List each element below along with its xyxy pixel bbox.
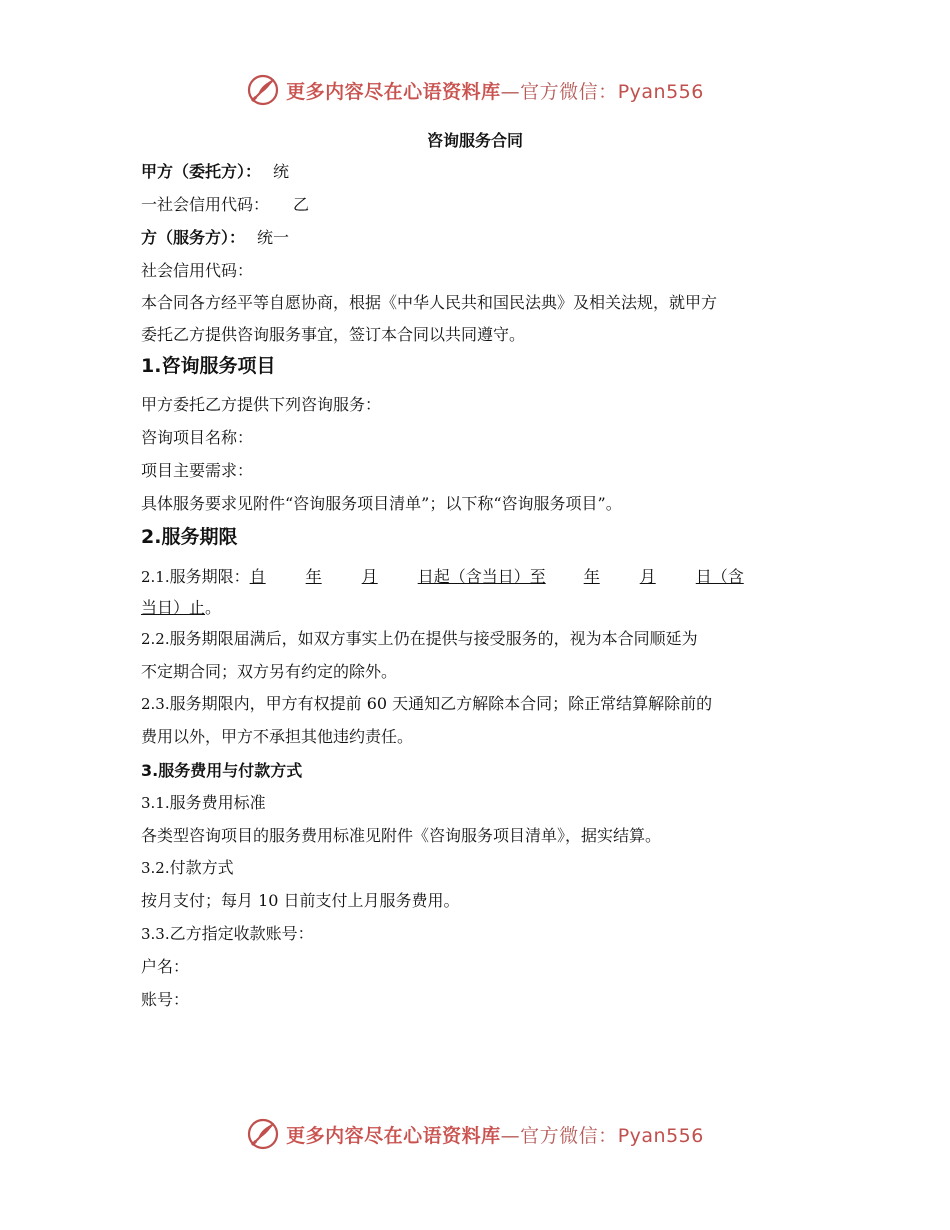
- clause-3-1-body: 各类型咨询项目的服务费用标准见附件《咨询服务项目清单》，据实结算。: [141, 826, 662, 845]
- period-month-2: 月: [639, 567, 656, 586]
- section-2-heading: 2.服务期限: [141, 526, 238, 548]
- clause-3-1-title: 服务费用标准: [169, 793, 266, 812]
- period-day-1: 日起（含当日）至: [417, 567, 546, 586]
- party-b-line: [141, 228, 289, 248]
- intro-line-2: 委托乙方提供咨询服务事宜，签订本合同以共同遵守。: [141, 325, 526, 344]
- credit-code-line-1: [141, 195, 309, 215]
- period-year-2: 年: [583, 567, 600, 586]
- watermark-banner-bottom: [0, 1114, 950, 1154]
- clause-2-2-text: 服务期限届满后，如双方事实上仍在提供与接受服务的，视为本合同顺延为: [169, 629, 698, 648]
- period-from: 自: [249, 567, 266, 586]
- watermark-text: 更多内容尽在心语资料库: [286, 80, 501, 103]
- clause-3-3-line: [141, 924, 314, 944]
- quill-logo-icon: [246, 1117, 280, 1151]
- party-a-line: [141, 162, 289, 182]
- period-month-1: 月: [361, 567, 378, 586]
- clause-2-1-line-2: [141, 598, 221, 618]
- clause-3-1-number: 3.1.: [141, 794, 170, 812]
- section-1-line-1: 甲方委托乙方提供下列咨询服务：: [141, 395, 382, 414]
- clause-2-1-number: 2.1.: [141, 568, 170, 586]
- section-1-line-4: 具体服务要求见附件“咨询服务项目清单”；以下称“咨询服务项目”。: [141, 494, 622, 513]
- period-end-text: 当日）止: [141, 598, 206, 617]
- watermark-dash: —: [500, 1124, 521, 1147]
- party-b-label: 方（服务方）：: [141, 228, 246, 247]
- clause-3-3-title: 乙方指定收款账号：: [169, 924, 314, 943]
- clause-2-3-text: 服务期限内，甲方有权提前 60 天通知乙方解除本合同；除正常结算解除前的: [169, 694, 713, 713]
- watermark-wechat-label: 官方微信：: [520, 1124, 618, 1147]
- watermark-wechat-id: Pyan556: [617, 80, 704, 103]
- clause-2-3-line-1: [141, 694, 712, 714]
- account-name-line: 户名：: [141, 957, 190, 976]
- clause-3-2-number: 3.2.: [141, 859, 170, 877]
- period-year-1: 年: [305, 567, 322, 586]
- clause-2-2-line-2: 不定期合同；双方另有约定的除外。: [141, 662, 398, 681]
- clause-2-2-line-1: [141, 629, 698, 649]
- intro-line-1: 本合同各方经平等自愿协商，根据《中华人民共和国民法典》及相关法规，就甲方: [141, 293, 718, 312]
- watermark-wechat-id: Pyan556: [617, 1124, 704, 1147]
- clause-3-2-line: [141, 858, 234, 878]
- party-a-tail: 统: [273, 162, 290, 181]
- document-title: 咨询服务合同: [426, 131, 523, 150]
- credit-code-label-1: 一社会信用代码：: [141, 195, 270, 214]
- watermark-text: 更多内容尽在心语资料库: [286, 1124, 501, 1147]
- party-b-head: 乙: [293, 195, 310, 214]
- service-period-blank: [250, 567, 744, 586]
- clause-3-3-number: 3.3.: [141, 925, 170, 943]
- clause-3-1-line: [141, 793, 266, 813]
- party-b-tail: 统一: [257, 228, 290, 247]
- period-day-2: 日（含: [695, 567, 744, 586]
- section-1-line-3: 项目主要需求：: [141, 461, 254, 480]
- watermark-wechat-label: 官方微信：: [520, 80, 618, 103]
- section-1-line-2: 咨询项目名称：: [141, 428, 254, 447]
- account-number-line: 账号：: [141, 990, 190, 1009]
- clause-2-3-line-2: 费用以外，甲方不承担其他违约责任。: [141, 727, 414, 746]
- clause-2-1-label: 服务期限：: [169, 567, 250, 586]
- section-1-heading: 1.咨询服务项目: [141, 355, 276, 377]
- clause-2-1-line-1: [141, 567, 744, 587]
- section-3-heading: 3.服务费用与付款方式: [141, 761, 303, 780]
- watermark-banner-top: [0, 70, 950, 110]
- party-a-label: 甲方（委托方）：: [141, 162, 262, 181]
- clause-3-2-body: 按月支付；每月 10 日前支付上月服务费用。: [141, 891, 460, 910]
- quill-logo-icon: [246, 73, 280, 107]
- clause-2-2-number: 2.2.: [141, 630, 170, 648]
- period-end-punct: 。: [205, 598, 222, 617]
- clause-3-2-title: 付款方式: [169, 858, 234, 877]
- credit-code-line-2: 社会信用代码：: [141, 261, 254, 280]
- clause-2-3-number: 2.3.: [141, 695, 170, 713]
- watermark-dash: —: [500, 80, 521, 103]
